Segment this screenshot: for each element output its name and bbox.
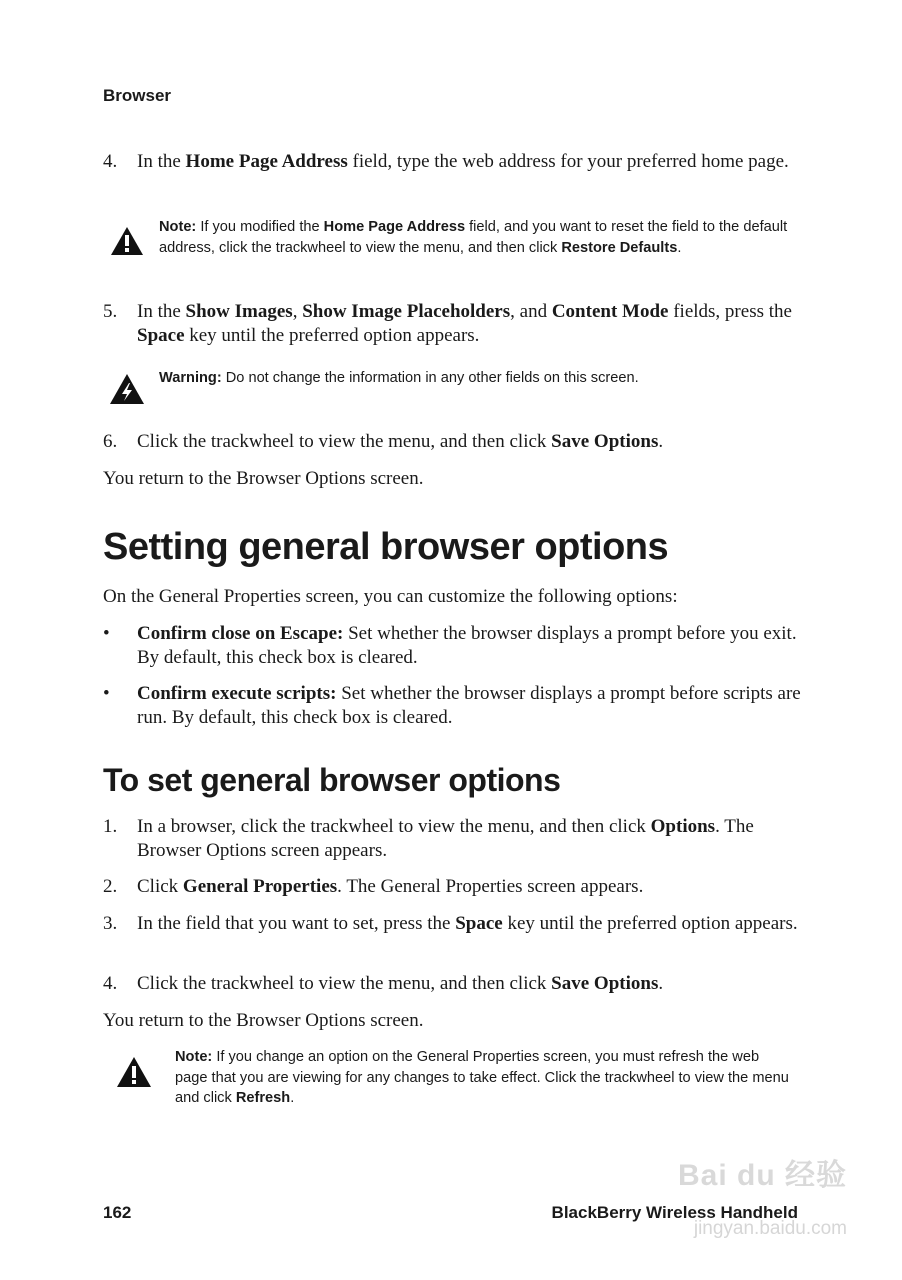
running-header: Browser bbox=[103, 86, 172, 105]
caution-icon bbox=[110, 226, 144, 256]
warning-icon bbox=[109, 373, 145, 405]
intro-text: On the General Properties screen, you can customize the following options: bbox=[103, 586, 678, 607]
note-refresh: Note: If you change an option on the General Properties screen, you must refresh the web page that you are viewing for any changes to take effect. Click the trackwheel to view the menu and click Refresh. bbox=[175, 1049, 789, 1106]
caution-icon bbox=[116, 1056, 152, 1088]
section-heading: Setting general browser options bbox=[103, 526, 669, 568]
note-home-page: Note: If you modified the Home Page Address field, and you want to reset the field to the default address, click the trackwheel to view the menu, and then click Restore Defaults. bbox=[159, 219, 788, 256]
result-text: You return to the Browser Options screen. bbox=[103, 468, 424, 489]
result-text: You return to the Browser Options screen. bbox=[103, 1010, 424, 1031]
watermark-logo: Bai du 经验 bbox=[677, 1159, 847, 1192]
footer-title: BlackBerry Wireless Handheld bbox=[551, 1203, 798, 1222]
procedure-heading: To set general browser options bbox=[103, 762, 561, 798]
page-number: 162 bbox=[103, 1203, 132, 1222]
warning-note: Warning: Do not change the information in any other fields on this screen. bbox=[159, 370, 639, 386]
watermark-url: jingyan.baidu.com bbox=[693, 1218, 847, 1239]
